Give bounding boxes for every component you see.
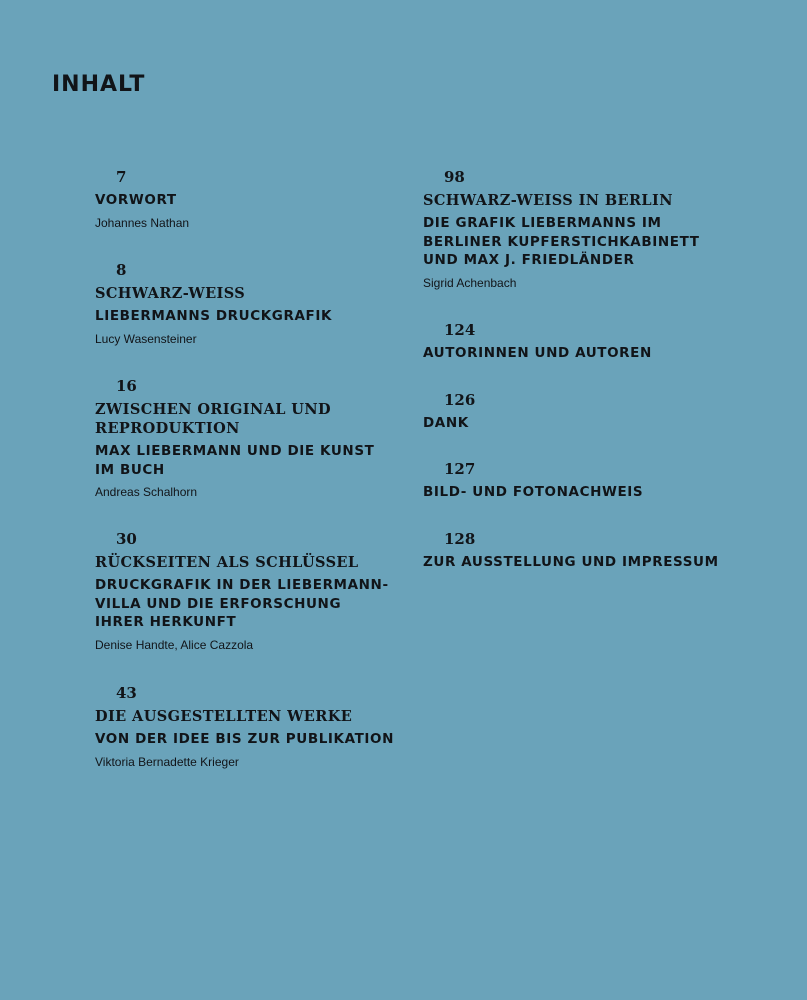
page-number: 30 <box>116 530 137 548</box>
toc-entry-impressum[interactable] <box>423 530 753 572</box>
toc-entry-dank[interactable] <box>423 391 753 433</box>
chapter-author: Denise Handte, Alice Cazzola <box>95 637 254 652</box>
toc-entry-autorinnen[interactable] <box>423 321 753 363</box>
toc-entry-vorwort[interactable] <box>95 168 415 231</box>
page-number: 8 <box>116 261 127 279</box>
toc-entry-schwarz-weiss[interactable] <box>95 261 415 347</box>
chapter-title: BILD- UND FOTONACHWEIS <box>423 484 644 500</box>
page-number: 128 <box>444 530 476 548</box>
page-number: 7 <box>116 168 127 186</box>
chapter-subtitle: DIE GRAFIK LIEBERMANNS IM BERLINER KUPFERSTICHKABINETT UND MAX J. FRIEDLÄNDER <box>423 215 700 268</box>
chapter-subtitle: DRUCKGRAFIK IN DER LIEBERMANN- VILLA UND DIE ERFORSCHUNG IHRER HERKUNFT <box>95 577 389 630</box>
chapter-subtitle: VON DER IDEE BIS ZUR PUBLIKATION <box>95 731 395 747</box>
toc-entry-bildnachweis[interactable] <box>423 460 753 502</box>
toc-entry-ausgestellte-werke[interactable] <box>95 684 415 770</box>
chapter-title: DIE AUSGESTELLTEN WERKE <box>95 708 353 725</box>
page-number: 126 <box>444 391 476 409</box>
chapter-title: VORWORT <box>95 192 177 208</box>
page-number: 124 <box>444 321 476 339</box>
chapter-title: AUTORINNEN UND AUTOREN <box>423 345 652 361</box>
page-title: INHALT <box>52 72 146 97</box>
chapter-title: RÜCKSEITEN ALS SCHLÜSSEL <box>95 554 359 571</box>
chapter-author: Viktoria Bernadette Krieger <box>95 754 239 769</box>
page-number: 16 <box>116 377 137 395</box>
chapter-title: SCHWARZ-WEISS IN BERLIN <box>423 192 673 209</box>
page-number: 43 <box>116 684 137 702</box>
chapter-title: ZUR AUSSTELLUNG UND IMPRESSUM <box>423 554 719 570</box>
chapter-title: SCHWARZ-WEISS <box>95 285 246 302</box>
chapter-author: Sigrid Achenbach <box>423 275 517 290</box>
chapter-title: DANK <box>423 415 469 431</box>
chapter-title: ZWISCHEN ORIGINAL UND REPRODUKTION <box>95 401 331 437</box>
chapter-author: Andreas Schalhorn <box>95 485 198 499</box>
chapter-author: Lucy Wasensteiner <box>95 331 197 346</box>
chapter-subtitle: LIEBERMANNS DRUCKGRAFIK <box>95 308 333 324</box>
page-number: 127 <box>444 460 476 478</box>
toc-entry-zwischen-original[interactable] <box>95 377 415 500</box>
page-number: 98 <box>444 168 465 186</box>
chapter-author: Johannes Nathan <box>95 216 190 230</box>
toc-entry-rueckseiten[interactable] <box>95 530 415 653</box>
chapter-subtitle: MAX LIEBERMANN UND DIE KUNST IM BUCH <box>95 443 375 478</box>
toc-entry-schwarz-weiss-berlin[interactable] <box>423 168 753 291</box>
